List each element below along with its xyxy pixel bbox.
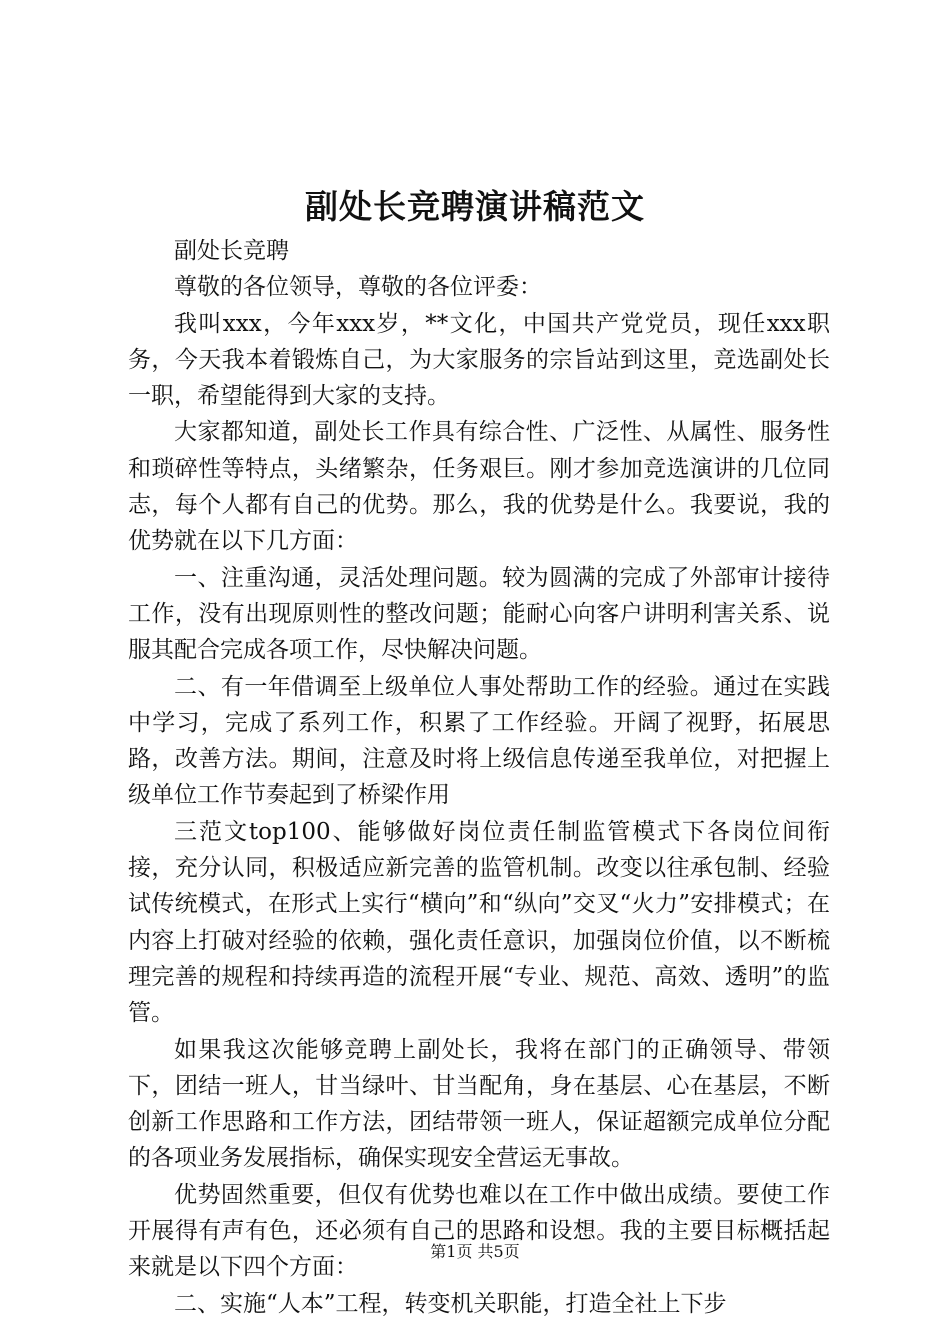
- paragraph-goal-item: 二、实施“人本”工程，转变机关职能，打造全社上下步: [174, 1290, 727, 1317]
- page-footer: 第1页 共5页: [430, 1242, 520, 1261]
- paragraph-greeting: 尊敬的各位领导，尊敬的各位评委：: [174, 274, 542, 301]
- paragraph-strength-one: 一、注重沟通，灵活处理问题。较为圆满的完成了外部审计接待工作，没有出现原则性的整改问题；能耐心向客户讲明利害关系、说服其配合完成各项工作，尽快解决问题。: [128, 564, 830, 664]
- paragraph-salutation-heading: 副处长竞聘: [174, 238, 289, 264]
- paragraph-self-introduction: 我叫xxx，今年xxx岁，**文化，中国共产党党员，现任xxx职务，今天我本着锻炼自己，为大家服务的宗旨站到这里，竞选副处长一职，希望能得到大家的支持。: [128, 310, 830, 410]
- paragraph-strengths-intro: 大家都知道，副处长工作具有综合性、广泛性、从属性、服务性和琐碎性等特点，头绪繁杂，任务艰巨。刚才参加竞选演讲的几位同志，每个人都有自己的优势。那么，我的优势是什么。我要说，我的优势就在以下几方面：: [128, 419, 830, 555]
- document-title: 副处长竞聘演讲稿范文: [305, 187, 645, 226]
- paragraph-strength-three: 三范文top100、能够做好岗位责任制监管模式下各岗位间衔接，充分认同，积极适应新完善的监管机制。改变以往承包制、经验试传统模式，在形式上实行“横向”和“纵向”交叉“火力”安排模式；在内容上打破对经验的依赖，强化责任意识，加强岗位价值，以不断梳理完善的规程和持续再造的流程开展“专业、规范、高效、透明”的监管。: [128, 818, 830, 1027]
- paragraph-strength-two: 二、有一年借调至上级单位人事处帮助工作的经验。通过在实践中学习，完成了系列工作，积累了工作经验。开阔了视野，拓展思路，改善方法。期间，注意及时将上级信息传递至我单位，对把握上级单位工作节奏起到了桥梁作用: [128, 673, 830, 809]
- document-body: [128, 233, 830, 1322]
- paragraph-goals-intro: 优势固然重要，但仅有优势也难以在工作中做出成绩。要使工作开展得有声有色，还必须有自己的思路和设想。我的主要目标概括起来就是以下四个方面：: [128, 1181, 830, 1281]
- paragraph-commitment: 如果我这次能够竞聘上副处长，我将在部门的正确领导、带领下，团结一班人，甘当绿叶、甘当配角，身在基层、心在基层，不断创新工作思路和工作方法，团结带领一班人，保证超额完成单位分配的各项业务发展指标，确保实现安全营运无事故。: [128, 1036, 830, 1172]
